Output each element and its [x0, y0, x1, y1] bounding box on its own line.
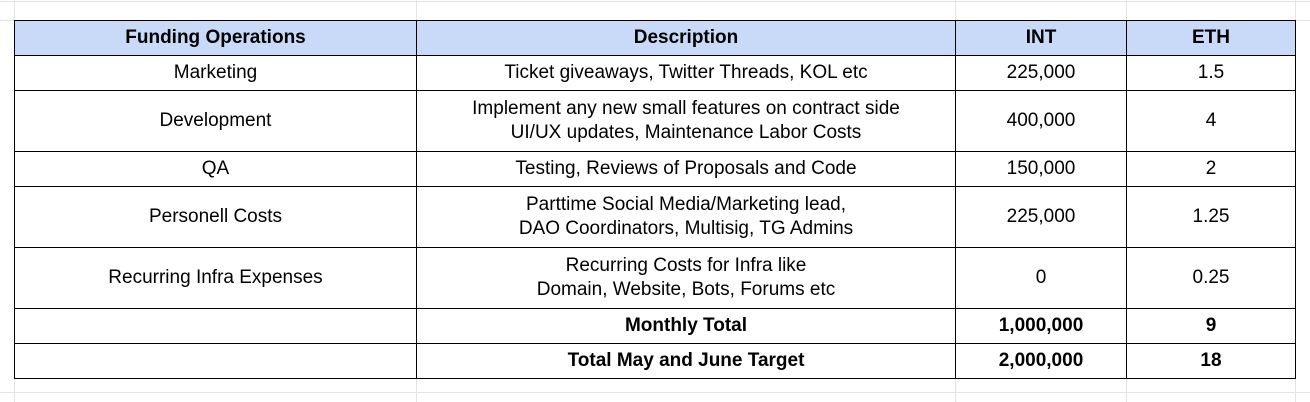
description-line: Implement any new small features on contract side — [472, 98, 900, 119]
table-row — [15, 248, 1296, 309]
cell-total-int[interactable]: 2,000,000 — [956, 344, 1127, 379]
description-line: Parttime Social Media/Marketing lead, — [526, 194, 846, 215]
cell-description[interactable] — [417, 91, 956, 152]
cell-int[interactable]: 225,000 — [956, 56, 1127, 91]
description-line: DAO Coordinators, Multisig, TG Admins — [518, 218, 854, 239]
cell-total-label[interactable]: Monthly Total — [417, 309, 956, 344]
cell-total-int[interactable]: 1,000,000 — [956, 309, 1127, 344]
cell-description[interactable] — [417, 187, 956, 248]
table-row — [15, 91, 1296, 152]
cell-eth[interactable]: 4 — [1127, 91, 1296, 152]
monthly-total-row — [15, 309, 1296, 344]
cell-description[interactable] — [417, 152, 956, 187]
table-row — [15, 187, 1296, 248]
cell-total-eth[interactable]: 18 — [1127, 344, 1296, 379]
cell-operation[interactable]: Recurring Infra Expenses — [15, 248, 417, 309]
description-line: UI/UX updates, Maintenance Labor Costs — [510, 122, 862, 143]
cell-description[interactable] — [417, 248, 956, 309]
cell-eth[interactable]: 1.5 — [1127, 56, 1296, 91]
header-funding-operations[interactable]: Funding Operations — [15, 21, 417, 56]
cell-total-eth[interactable]: 9 — [1127, 309, 1296, 344]
description-line: Domain, Website, Bots, Forums etc — [536, 279, 836, 300]
cell-int[interactable]: 400,000 — [956, 91, 1127, 152]
cell-int[interactable]: 150,000 — [956, 152, 1127, 187]
cell-int[interactable]: 225,000 — [956, 187, 1127, 248]
description-line: Recurring Costs for Infra like — [565, 255, 807, 276]
header-row — [15, 21, 1296, 56]
description-line: Testing, Reviews of Proposals and Code — [515, 158, 857, 179]
cell-int[interactable]: 0 — [956, 248, 1127, 309]
table-row — [15, 56, 1296, 91]
description-line: Ticket giveaways, Twitter Threads, KOL etc — [504, 62, 868, 83]
cell-eth[interactable]: 2 — [1127, 152, 1296, 187]
cell-operation[interactable]: Marketing — [15, 56, 417, 91]
cell-operation[interactable]: Development — [15, 91, 417, 152]
funding-table — [14, 20, 1296, 379]
table-row — [15, 152, 1296, 187]
cell-empty[interactable] — [15, 309, 417, 344]
cell-empty[interactable] — [15, 344, 417, 379]
header-description[interactable]: Description — [417, 21, 956, 56]
header-eth[interactable]: ETH — [1127, 21, 1296, 56]
cell-description[interactable] — [417, 56, 956, 91]
cell-eth[interactable]: 1.25 — [1127, 187, 1296, 248]
cell-eth[interactable]: 0.25 — [1127, 248, 1296, 309]
header-int[interactable]: INT — [956, 21, 1127, 56]
cell-operation[interactable]: Personell Costs — [15, 187, 417, 248]
cell-operation[interactable]: QA — [15, 152, 417, 187]
cell-total-label[interactable]: Total May and June Target — [417, 344, 956, 379]
target-total-row — [15, 344, 1296, 379]
